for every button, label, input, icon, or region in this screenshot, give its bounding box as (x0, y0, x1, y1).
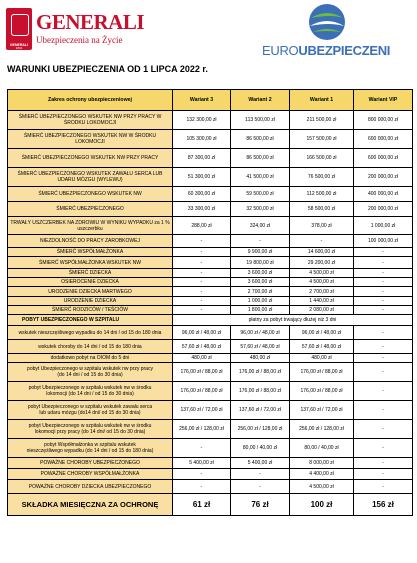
cell-variant-vip: - (354, 354, 413, 363)
cell-variant-2: 19 800,00 zł (231, 257, 290, 269)
column-header-variant-3: Wariant 3 (173, 90, 231, 111)
cell-variant-vip: - (354, 297, 413, 306)
cell-variant-2: 5 400,00 zł (231, 458, 290, 469)
cell-variant-vip: 400 000,00 zł (354, 187, 413, 202)
cell-variant-vip: 200 000,00 zł (354, 168, 413, 187)
cell-variant-3: - (173, 269, 231, 278)
page-header (0, 0, 417, 62)
cell-variant-3: 288,00 zł (173, 217, 231, 235)
table-row (8, 111, 413, 130)
cell-variant-vip: - (354, 458, 413, 469)
cell-variant-2: 9 900,00 zł (231, 248, 290, 257)
cell-variant-1: 4 500,00 zł (290, 278, 354, 287)
premium-variant-1: 100 zł (290, 494, 354, 516)
cell-variant-3: 96,00 zł / 48,00 zł (173, 326, 231, 340)
cell-variant-2: 86 500,00 zł (231, 149, 290, 168)
column-header-scope: Zakres ochrony ubezpieczeniowej (8, 90, 173, 111)
table-row (8, 235, 413, 248)
table-row (8, 354, 413, 363)
row-label: NIEZDOLNOŚĆ DO PRACY ZAROBKOWEJ (8, 235, 173, 248)
cell-variant-3: - (173, 297, 231, 306)
cell-variant-vip: 800 000,00 zł (354, 111, 413, 130)
cell-variant-3: 176,00 zł / 88,00 zł (173, 363, 231, 382)
cell-variant-3: - (173, 439, 231, 458)
cell-variant-vip: 200 000,00 zł (354, 202, 413, 217)
cell-variant-1: 96,00 zł / 48,00 zł (290, 326, 354, 340)
row-label: ŚMIERĆ WSPÓŁMAŁŻONKA (8, 248, 173, 257)
table-row (8, 363, 413, 382)
cell-variant-3: - (173, 278, 231, 287)
cell-variant-2: 80,00 / 40,00 zł (231, 439, 290, 458)
table-row (8, 269, 413, 278)
cell-variant-3: - (173, 257, 231, 269)
cell-variant-vip: - (354, 257, 413, 269)
cell-variant-1: 137,60 zł / 72,00 zł (290, 401, 354, 420)
premium-variant-3: 61 zł (173, 494, 231, 516)
table-row (8, 306, 413, 315)
table-row (8, 257, 413, 269)
cell-variant-2: - (231, 480, 290, 494)
table-row (8, 439, 413, 458)
cell-variant-3: 33 300,00 zł (173, 202, 231, 217)
cell-variant-2: 137,60 zł / 72,00 zł (231, 401, 290, 420)
row-label: ŚMIERĆ UBEZPIECZONEGO (8, 202, 173, 217)
table-row (8, 187, 413, 202)
section-row-hospital (8, 315, 413, 326)
row-label: pobyt Współmałżonka w szpitalu wskutek nieszczęśliwego wypadku (do 14 dni / od 15 do 180 dnia) (8, 439, 173, 458)
row-label: ŚMIERĆ DZIECKA (8, 269, 173, 278)
cell-variant-2: 57,60 zł / 48,00 zł (231, 340, 290, 354)
cell-variant-3: - (173, 480, 231, 494)
row-label: pobyt Ubezpieczonego w szpitalu wskutek nw w środku lokomocji przy pracy (do 14 dni/ od 15 do 30 dnia) (8, 420, 173, 439)
row-label: URODZENIE DZIECKA (8, 297, 173, 306)
row-label: pobyt Ubezpieczonego w szpitalu wskutek nw przy pracy (do 14 dni / od 15 do 30 dnia) (8, 363, 173, 382)
cell-variant-vip: 1 000,00 zł (354, 217, 413, 235)
cell-variant-vip: - (354, 469, 413, 480)
premium-label: SKŁADKA MIESIĘCZNA ZA OCHRONĘ (8, 494, 173, 516)
table-row (8, 278, 413, 287)
cell-variant-3: 480,00 zł (173, 354, 231, 363)
cell-variant-2: - (231, 469, 290, 480)
table-row (8, 401, 413, 420)
row-label: ŚMIERĆ UBEZPIECZONEGO WSKUTEK NW PRZY PRACY W ŚRODKU LOKOMOCJI (8, 111, 173, 130)
cell-variant-1: 57,60 zł / 48,00 zł (290, 340, 354, 354)
column-header-variant-vip: Wariant VIP (354, 90, 413, 111)
cell-variant-3: 132 300,00 zł (173, 111, 231, 130)
cell-variant-2: 324,00 zł (231, 217, 290, 235)
cell-variant-1: 256,00 zł / 128,00 zł (290, 420, 354, 439)
cell-variant-2: - (231, 235, 290, 248)
insurance-conditions-table (7, 89, 413, 516)
cell-variant-1: 76 500,00 zł (290, 168, 354, 187)
cell-variant-vip: - (354, 326, 413, 340)
cell-variant-2: 3 600,00 zł (231, 269, 290, 278)
cell-variant-vip: - (354, 287, 413, 297)
cell-variant-1: 29 200,00 zł (290, 257, 354, 269)
row-label: TRWAŁY USZCZERBEK NA ZDROWIU W WYNIKU WYPADKU za 1 % uszczerbku (8, 217, 173, 235)
table-row (8, 248, 413, 257)
cell-variant-2: 2 700,00 zł (231, 287, 290, 297)
cell-variant-1: 157 500,00 zł (290, 130, 354, 149)
table-row (8, 217, 413, 235)
cell-variant-vip: - (354, 382, 413, 401)
cell-variant-2: 256,00 zł / 128,00 zł (231, 420, 290, 439)
cell-variant-2: 176,00 zł / 88,00 zł (231, 363, 290, 382)
table-header-row (8, 90, 413, 111)
cell-variant-3: 57,60 zł / 48,00 zł (173, 340, 231, 354)
row-label: wskutek nieszczęśliwego wypadku do 14 dni / od 15 do 180 dnia (8, 326, 173, 340)
row-label: ŚMIERĆ UBEZPIECZONEGO WSKUTEK NW PRZY PRACY (8, 149, 173, 168)
cell-variant-3: - (173, 248, 231, 257)
premium-variant-2: 76 zł (231, 494, 290, 516)
cell-variant-1: 211 500,00 zł (290, 111, 354, 130)
row-label: ŚMIERĆ WSPÓŁMAŁŻONKA WSKUTEK NW (8, 257, 173, 269)
row-label: dodatkowo pobyt na OIOM do 5 dni (8, 354, 173, 363)
lion-logo-text: GENERALI (9, 43, 29, 47)
cell-variant-3: - (173, 235, 231, 248)
cell-variant-1: 112 500,00 zł (290, 187, 354, 202)
row-label: pobyt Ubezpieczonego w szpitalu wskutek nw w środku lokomocji (do 14 dni / od 15 do 30 dnia) (8, 382, 173, 401)
section-note: płatny za pobyt trwający dłużej niż 3 dni (173, 315, 413, 326)
column-header-variant-2: Wariant 2 (231, 90, 290, 111)
cell-variant-1: 166 500,00 zł (290, 149, 354, 168)
premium-variant-vip: 156 zł (354, 494, 413, 516)
cell-variant-1: 1 440,00 zł (290, 297, 354, 306)
table-body (8, 111, 413, 516)
cell-variant-1: 4 400,00 zł (290, 469, 354, 480)
column-header-variant-1: Wariant 1 (290, 90, 354, 111)
cell-variant-3: 5 400,00 zł (173, 458, 231, 469)
cell-variant-1: 80,00 / 40,00 zł (290, 439, 354, 458)
cell-variant-1: 4 500,00 zł (290, 480, 354, 494)
cell-variant-3: 51 300,00 zł (173, 168, 231, 187)
row-label: POWAŻNE CHOROBY DZIECKA UBEZPIECZONEGO (8, 480, 173, 494)
cell-variant-3: 176,00 zł / 88,00 zł (173, 382, 231, 401)
cell-variant-vip: - (354, 439, 413, 458)
cell-variant-vip: - (354, 480, 413, 494)
lion-shape-icon (11, 14, 29, 36)
table-row (8, 297, 413, 306)
table-row (8, 287, 413, 297)
row-label: OSIEROCENIE DZIECKA (8, 278, 173, 287)
cell-variant-vip: 600 000,00 zł (354, 149, 413, 168)
cell-variant-3: - (173, 469, 231, 480)
cell-variant-3: - (173, 306, 231, 315)
row-label: pobyt Ubezpieczonego w szpitalu wskutek zawału serca lub udaru mózgu (do14 dni/ od 15 do 30 dnia) (8, 401, 173, 420)
cell-variant-1: 176,00 zł / 88,00 zł (290, 382, 354, 401)
cell-variant-2: 176,00 zł / 88,00 zł (231, 382, 290, 401)
cell-variant-2: 96,00 zł / 48,00 zł (231, 326, 290, 340)
cell-variant-3: 137,60 zł / 72,00 zł (173, 401, 231, 420)
cell-variant-vip: - (354, 248, 413, 257)
cell-variant-2: 59 500,00 zł (231, 187, 290, 202)
cell-variant-vip: - (354, 340, 413, 354)
document-title: WARUNKI UBEZPIECZENIA OD 1 LIPCA 2022 r. (7, 64, 208, 74)
table-row (8, 130, 413, 149)
cell-variant-3: 256,00 zł / 128,00 zł (173, 420, 231, 439)
cell-variant-2: 86 500,00 zł (231, 130, 290, 149)
cell-variant-1: 2 700,00 zł (290, 287, 354, 297)
euroubezpieczeni-logo-text (262, 43, 390, 58)
cell-variant-1: 2 080,00 zł (290, 306, 354, 315)
row-label: ŚMIERĆ UBEZPIECZONEGO WSKUTEK ZAWAŁU SERCA LUB UDARU MÓZGU (WYLEWU) (8, 168, 173, 187)
table-row (8, 340, 413, 354)
cell-variant-1: 378,00 zł (290, 217, 354, 235)
lion-logo-year: 1831 (15, 46, 23, 50)
table-row (8, 168, 413, 187)
table-row (8, 382, 413, 401)
table-row (8, 420, 413, 439)
table-row (8, 202, 413, 217)
cell-variant-1: 8 000,00 zł (290, 458, 354, 469)
row-label: wskutek choroby do 14 dni / od 15 do 180 dnia (8, 340, 173, 354)
row-label: POWAŻNE CHOROBY WSPÓŁMAŁŻONKA (8, 469, 173, 480)
euro-logo-part1: EURO (262, 43, 299, 58)
cell-variant-1: 14 600,00 zł (290, 248, 354, 257)
table-row (8, 149, 413, 168)
table-row (8, 326, 413, 340)
cell-variant-2: 1 800,00 zł (231, 306, 290, 315)
cell-variant-vip: - (354, 401, 413, 420)
cell-variant-2: 480,00 zł (231, 354, 290, 363)
cell-variant-1: 58 500,00 zł (290, 202, 354, 217)
euroubezpieczeni-globe-icon (307, 2, 347, 42)
generali-logo-text: GENERALI (36, 10, 145, 34)
cell-variant-vip: 100 000,00 zł (354, 235, 413, 248)
table-row (8, 469, 413, 480)
cell-variant-vip: - (354, 363, 413, 382)
euro-logo-part2: UBEZPIECZENI (298, 43, 391, 58)
cell-variant-1: 480,00 zł (290, 354, 354, 363)
cell-variant-2: 113 500,00 zł (231, 111, 290, 130)
cell-variant-2: 1 000,00 zł (231, 297, 290, 306)
row-label: ŚMIERĆ UBEZPIECZONEGO WSKUTEK NW W ŚRODKU LOKOMOCJI (8, 130, 173, 149)
cell-variant-1: 4 500,00 zł (290, 269, 354, 278)
row-label: ŚMIERĆ UBEZPIECZONEGO WSKUTEK NW (8, 187, 173, 202)
cell-variant-2: 41 500,00 zł (231, 168, 290, 187)
cell-variant-2: 3 600,00 zł (231, 278, 290, 287)
cell-variant-vip: - (354, 306, 413, 315)
cell-variant-2: 32 500,00 zł (231, 202, 290, 217)
generali-lion-logo-icon (6, 8, 32, 50)
cell-variant-3: 60 300,00 zł (173, 187, 231, 202)
table-row (8, 458, 413, 469)
section-label: POBYT UBEZPIECZONEGO W SZPITALU (8, 315, 173, 326)
cell-variant-vip: - (354, 278, 413, 287)
cell-variant-1: 176,00 zł / 88,00 zł (290, 363, 354, 382)
row-label: ŚMIERĆ RODZICÓW / TEŚCIÓW (8, 306, 173, 315)
cell-variant-3: - (173, 287, 231, 297)
row-label: POWAŻNE CHOROBY UBEZPIECZONEGO (8, 458, 173, 469)
cell-variant-1: - (290, 235, 354, 248)
cell-variant-vip: - (354, 269, 413, 278)
cell-variant-vip: 600 000,00 zł (354, 130, 413, 149)
cell-variant-vip: - (354, 420, 413, 439)
cell-variant-3: 105 300,00 zł (173, 130, 231, 149)
row-label: URODZENIE DZIECKA MARTWEGO (8, 287, 173, 297)
cell-variant-3: 87 300,00 zł (173, 149, 231, 168)
table-row (8, 480, 413, 494)
generali-subtitle: Ubezpieczenia na Życie (36, 35, 123, 45)
footer-premium-row (8, 494, 413, 516)
